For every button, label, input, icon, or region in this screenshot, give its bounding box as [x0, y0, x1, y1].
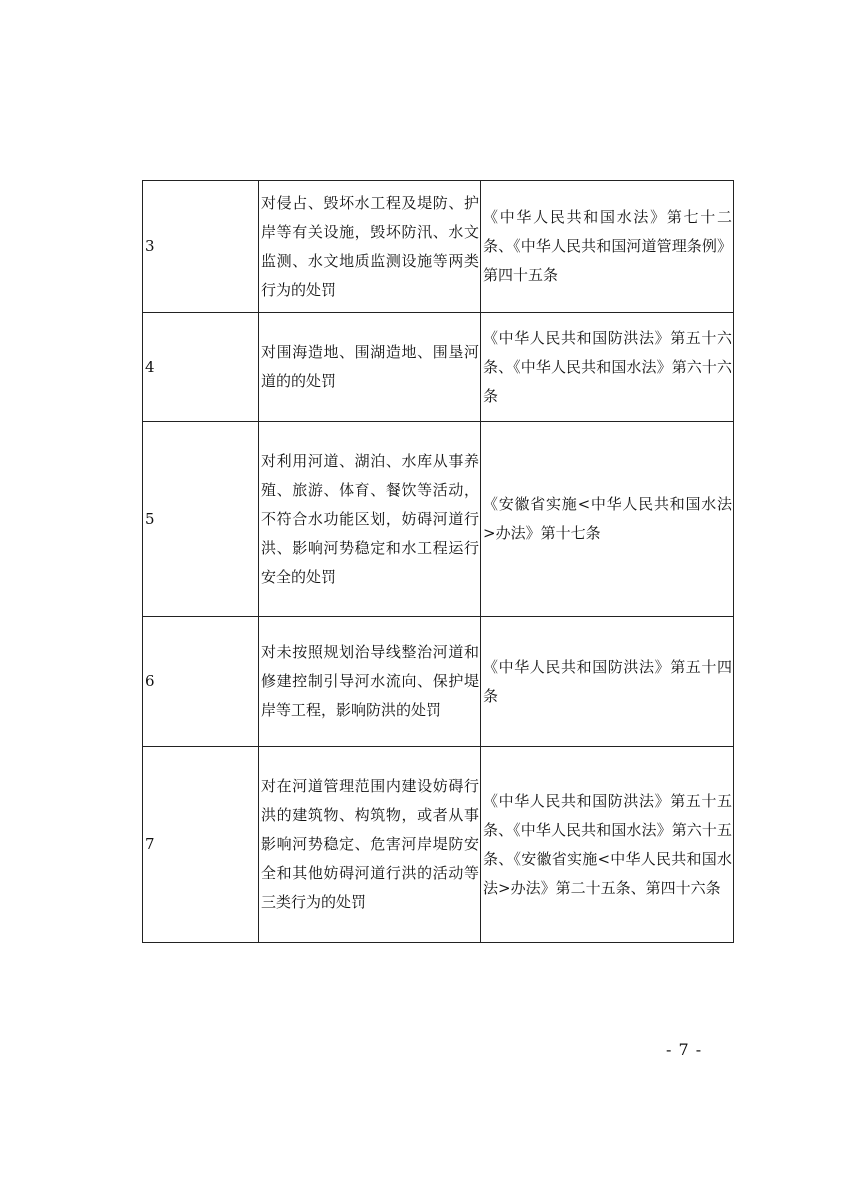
table-row	[143, 313, 734, 422]
row-number: 5	[143, 422, 259, 617]
table-row	[143, 181, 734, 313]
penalty-item-text: 对围海造地、围湖造地、围垦河道的的处罚	[259, 313, 481, 422]
penalty-item-text: 对利用河道、湖泊、水库从事养殖、旅游、体育、餐饮等活动，不符合水功能区划，妨碍河道行洪、影响河势稳定和水工程运行安全的处罚	[259, 422, 481, 617]
legal-basis-text: 《中华人民共和国防洪法》第五十四条	[481, 617, 734, 747]
legal-basis-text: 《中华人民共和国防洪法》第五十五条、《中华人民共和国水法》第六十五条、《安徽省实施<中华人民共和国水法>办法》第二十五条、第四十六条	[481, 747, 734, 943]
row-number: 6	[143, 617, 259, 747]
table-row	[143, 422, 734, 617]
penalty-items-table	[142, 180, 734, 943]
penalty-item-text: 对侵占、毁坏水工程及堤防、护岸等有关设施，毁坏防汛、水文监测、水文地质监测设施等两类行为的处罚	[259, 181, 481, 313]
row-number: 4	[143, 313, 259, 422]
penalty-item-text: 对在河道管理范围内建设妨碍行洪的建筑物、构筑物，或者从事影响河势稳定、危害河岸堤防安全和其他妨碍河道行洪的活动等三类行为的处罚	[259, 747, 481, 943]
legal-basis-text: 《安徽省实施<中华人民共和国水法>办法》第十七条	[481, 422, 734, 617]
page-number: - 7 -	[666, 1040, 703, 1059]
penalty-item-text: 对未按照规划治导线整治河道和修建控制引导河水流向、保护堤岸等工程，影响防洪的处罚	[259, 617, 481, 747]
table-row	[143, 747, 734, 943]
legal-basis-text: 《中华人民共和国水法》第七十二条、《中华人民共和国河道管理条例》第四十五条	[481, 181, 734, 313]
legal-basis-text: 《中华人民共和国防洪法》第五十六条、《中华人民共和国水法》第六十六条	[481, 313, 734, 422]
table-row	[143, 617, 734, 747]
row-number: 3	[143, 181, 259, 313]
row-number: 7	[143, 747, 259, 943]
